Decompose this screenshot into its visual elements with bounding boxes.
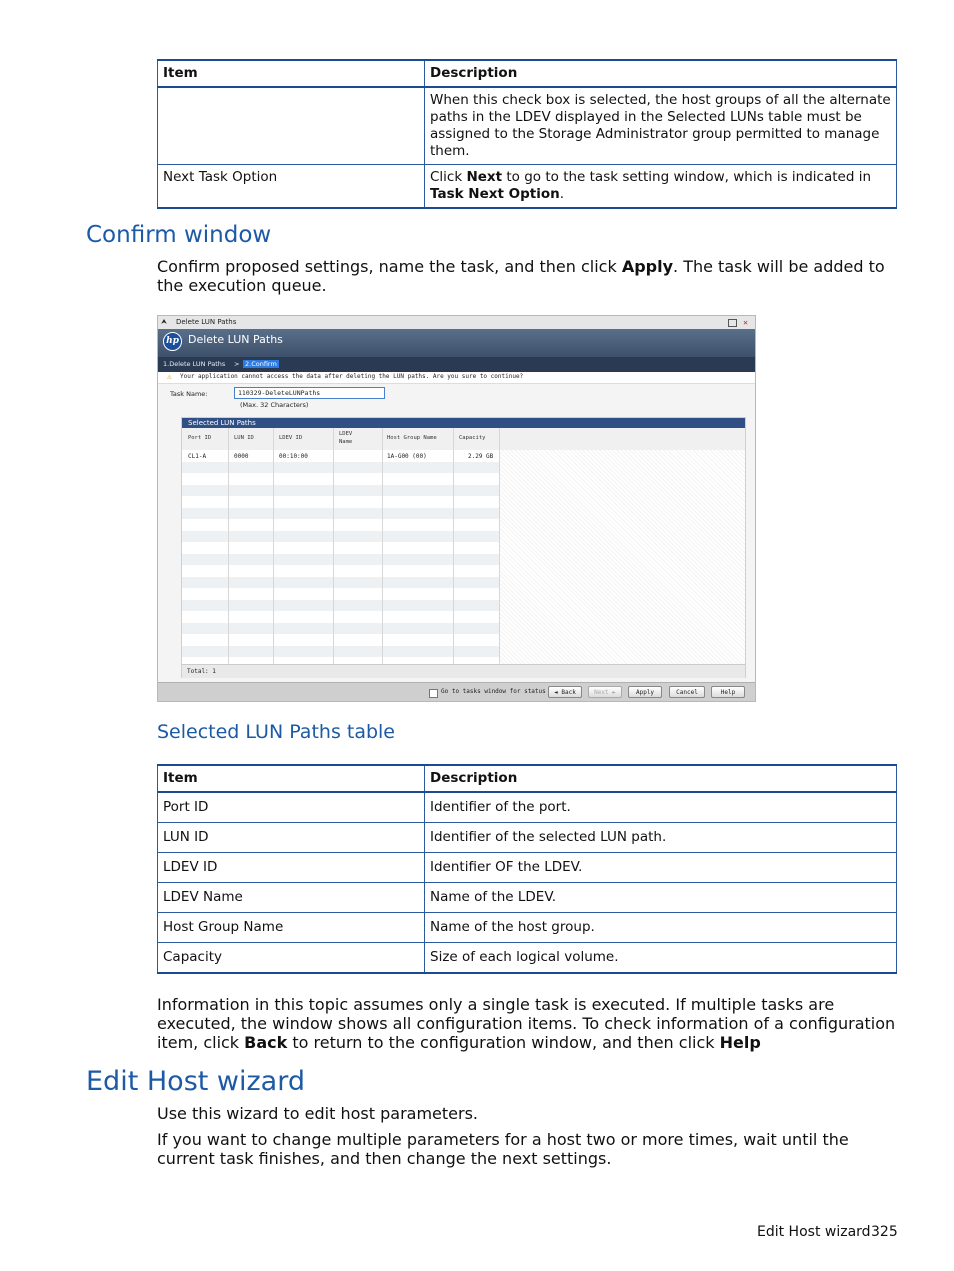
grid-col-lun-id[interactable]: LUN ID — [234, 435, 254, 441]
table-row — [158, 87, 897, 165]
cell-port-id: CL1-A — [188, 453, 207, 460]
table-row — [158, 823, 897, 853]
go-to-tasks-label: Go to tasks window for status — [441, 688, 546, 695]
grid-total: Total: 1 — [187, 668, 216, 675]
grid-col-ldev-name[interactable]: LDEV Name — [339, 431, 353, 445]
item-cell: Capacity — [158, 943, 425, 974]
grid-empty-area — [499, 450, 745, 664]
grid-title: Selected LUN Paths — [188, 419, 256, 427]
grid-title-bar — [182, 418, 745, 428]
item-cell: LDEV Name — [158, 883, 425, 913]
step-delete-lun-paths: 1.Delete LUN Paths — [163, 360, 226, 368]
warning-bar — [158, 372, 755, 384]
step-separator: > — [234, 360, 240, 368]
col-header-item: Item — [158, 60, 425, 87]
collapse-icon[interactable]: ⮝ — [161, 318, 167, 326]
cell-host-group-name: 1A-G00 (00) — [387, 453, 427, 460]
footer-page-number: 325 — [871, 1224, 898, 1240]
edit-host-paragraph-1: Use this wizard to edit host parameters. — [157, 1104, 478, 1123]
description-cell: Click Next to go to the task setting window, which is indicated in Task Next Option. — [425, 165, 897, 209]
grid-col-host-group-name[interactable]: Host Group Name — [387, 435, 437, 441]
item-cell: Next Task Option — [158, 165, 425, 209]
wizard-steps — [158, 357, 755, 372]
hp-logo-icon: hp — [163, 332, 182, 351]
col-header-description: Description — [425, 60, 897, 87]
description-cell: Identifier OF the LDEV. — [425, 853, 897, 883]
col-header-item: Item — [158, 765, 425, 792]
apply-button[interactable]: Apply — [628, 686, 662, 698]
cancel-button[interactable]: Cancel — [669, 686, 705, 698]
next-button[interactable]: Next ► — [588, 686, 622, 698]
back-button[interactable]: ◄ Back — [548, 686, 582, 698]
maximize-icon[interactable] — [728, 319, 737, 327]
window-title: Delete LUN Paths — [188, 333, 283, 346]
item-cell: LUN ID — [158, 823, 425, 853]
selected-lun-paths-heading: Selected LUN Paths table — [157, 721, 396, 743]
table-row — [158, 943, 897, 974]
item-cell: Port ID — [158, 792, 425, 823]
warning-icon: ⚠ — [167, 372, 172, 381]
go-to-tasks-checkbox[interactable] — [429, 689, 438, 698]
selected-lun-paths-grid — [181, 417, 746, 678]
delete-lun-paths-screenshot — [157, 315, 756, 702]
footer-section-title: Edit Host wizard — [757, 1224, 871, 1240]
grid-col-ldev-id[interactable]: LDEV ID — [279, 435, 303, 441]
col-header-description: Description — [425, 765, 897, 792]
task-name-input[interactable]: 110329-DeleteLUNPaths — [234, 387, 385, 399]
table-row — [158, 853, 897, 883]
description-cell: Name of the host group. — [425, 913, 897, 943]
table-row — [158, 883, 897, 913]
description-cell: Name of the LDEV. — [425, 883, 897, 913]
info-paragraph: Information in this topic assumes only a single task is executed. If multiple tasks are executed, the window shows all configuration items. To check information of a configuration item, click Back to return to the configuration window, and then click Help — [157, 995, 896, 1052]
task-name-hint: (Max. 32 Characters) — [240, 401, 309, 409]
task-name-label: Task Name: — [170, 390, 208, 398]
item-description-table — [157, 59, 897, 209]
cell-lun-id: 0000 — [234, 453, 249, 460]
table-row — [158, 913, 897, 943]
description-cell: Identifier of the selected LUN path. — [425, 823, 897, 853]
window-banner — [158, 329, 755, 372]
edit-host-paragraph-2: If you want to change multiple parameters for a host two or more times, wait until the current task finishes, and then change the next settings. — [157, 1130, 849, 1168]
selected-lun-paths-table — [157, 764, 897, 974]
close-icon[interactable]: ✕ — [743, 318, 748, 327]
step-confirm: 2.Confirm — [245, 360, 277, 368]
grid-total-bar — [182, 664, 745, 678]
warning-text: Your application cannot access the data after deleting the LUN paths. Are you sure to continue? — [180, 373, 524, 380]
table-row — [158, 165, 897, 209]
description-cell: Identifier of the port. — [425, 792, 897, 823]
item-cell: Host Group Name — [158, 913, 425, 943]
window-titlebar — [158, 316, 755, 330]
grid-column-headers — [182, 428, 745, 451]
item-cell — [158, 87, 425, 165]
grid-col-capacity[interactable]: Capacity — [459, 435, 486, 441]
titlebar-title: Delete LUN Paths — [176, 318, 237, 326]
edit-host-wizard-heading: Edit Host wizard — [86, 1066, 305, 1097]
description-cell: Size of each logical volume. — [425, 943, 897, 974]
cell-capacity: 2.29 GB — [468, 453, 494, 460]
confirm-paragraph: Confirm proposed settings, name the task, and then click Apply. The task will be added to the execution queue. — [157, 257, 885, 295]
item-cell: LDEV ID — [158, 853, 425, 883]
table-row — [158, 792, 897, 823]
cell-ldev-id: 00:10:00 — [279, 453, 308, 460]
help-button[interactable]: Help — [711, 686, 745, 698]
description-cell: When this check box is selected, the host groups of all the alternate paths in the LDEV displayed in the Selected LUNs table must be assigned to the Storage Administrator group permitted to manage them. — [425, 87, 897, 165]
grid-col-port-id[interactable]: Port ID — [188, 435, 212, 441]
confirm-window-heading: Confirm window — [86, 222, 272, 248]
window-footer — [158, 682, 755, 702]
